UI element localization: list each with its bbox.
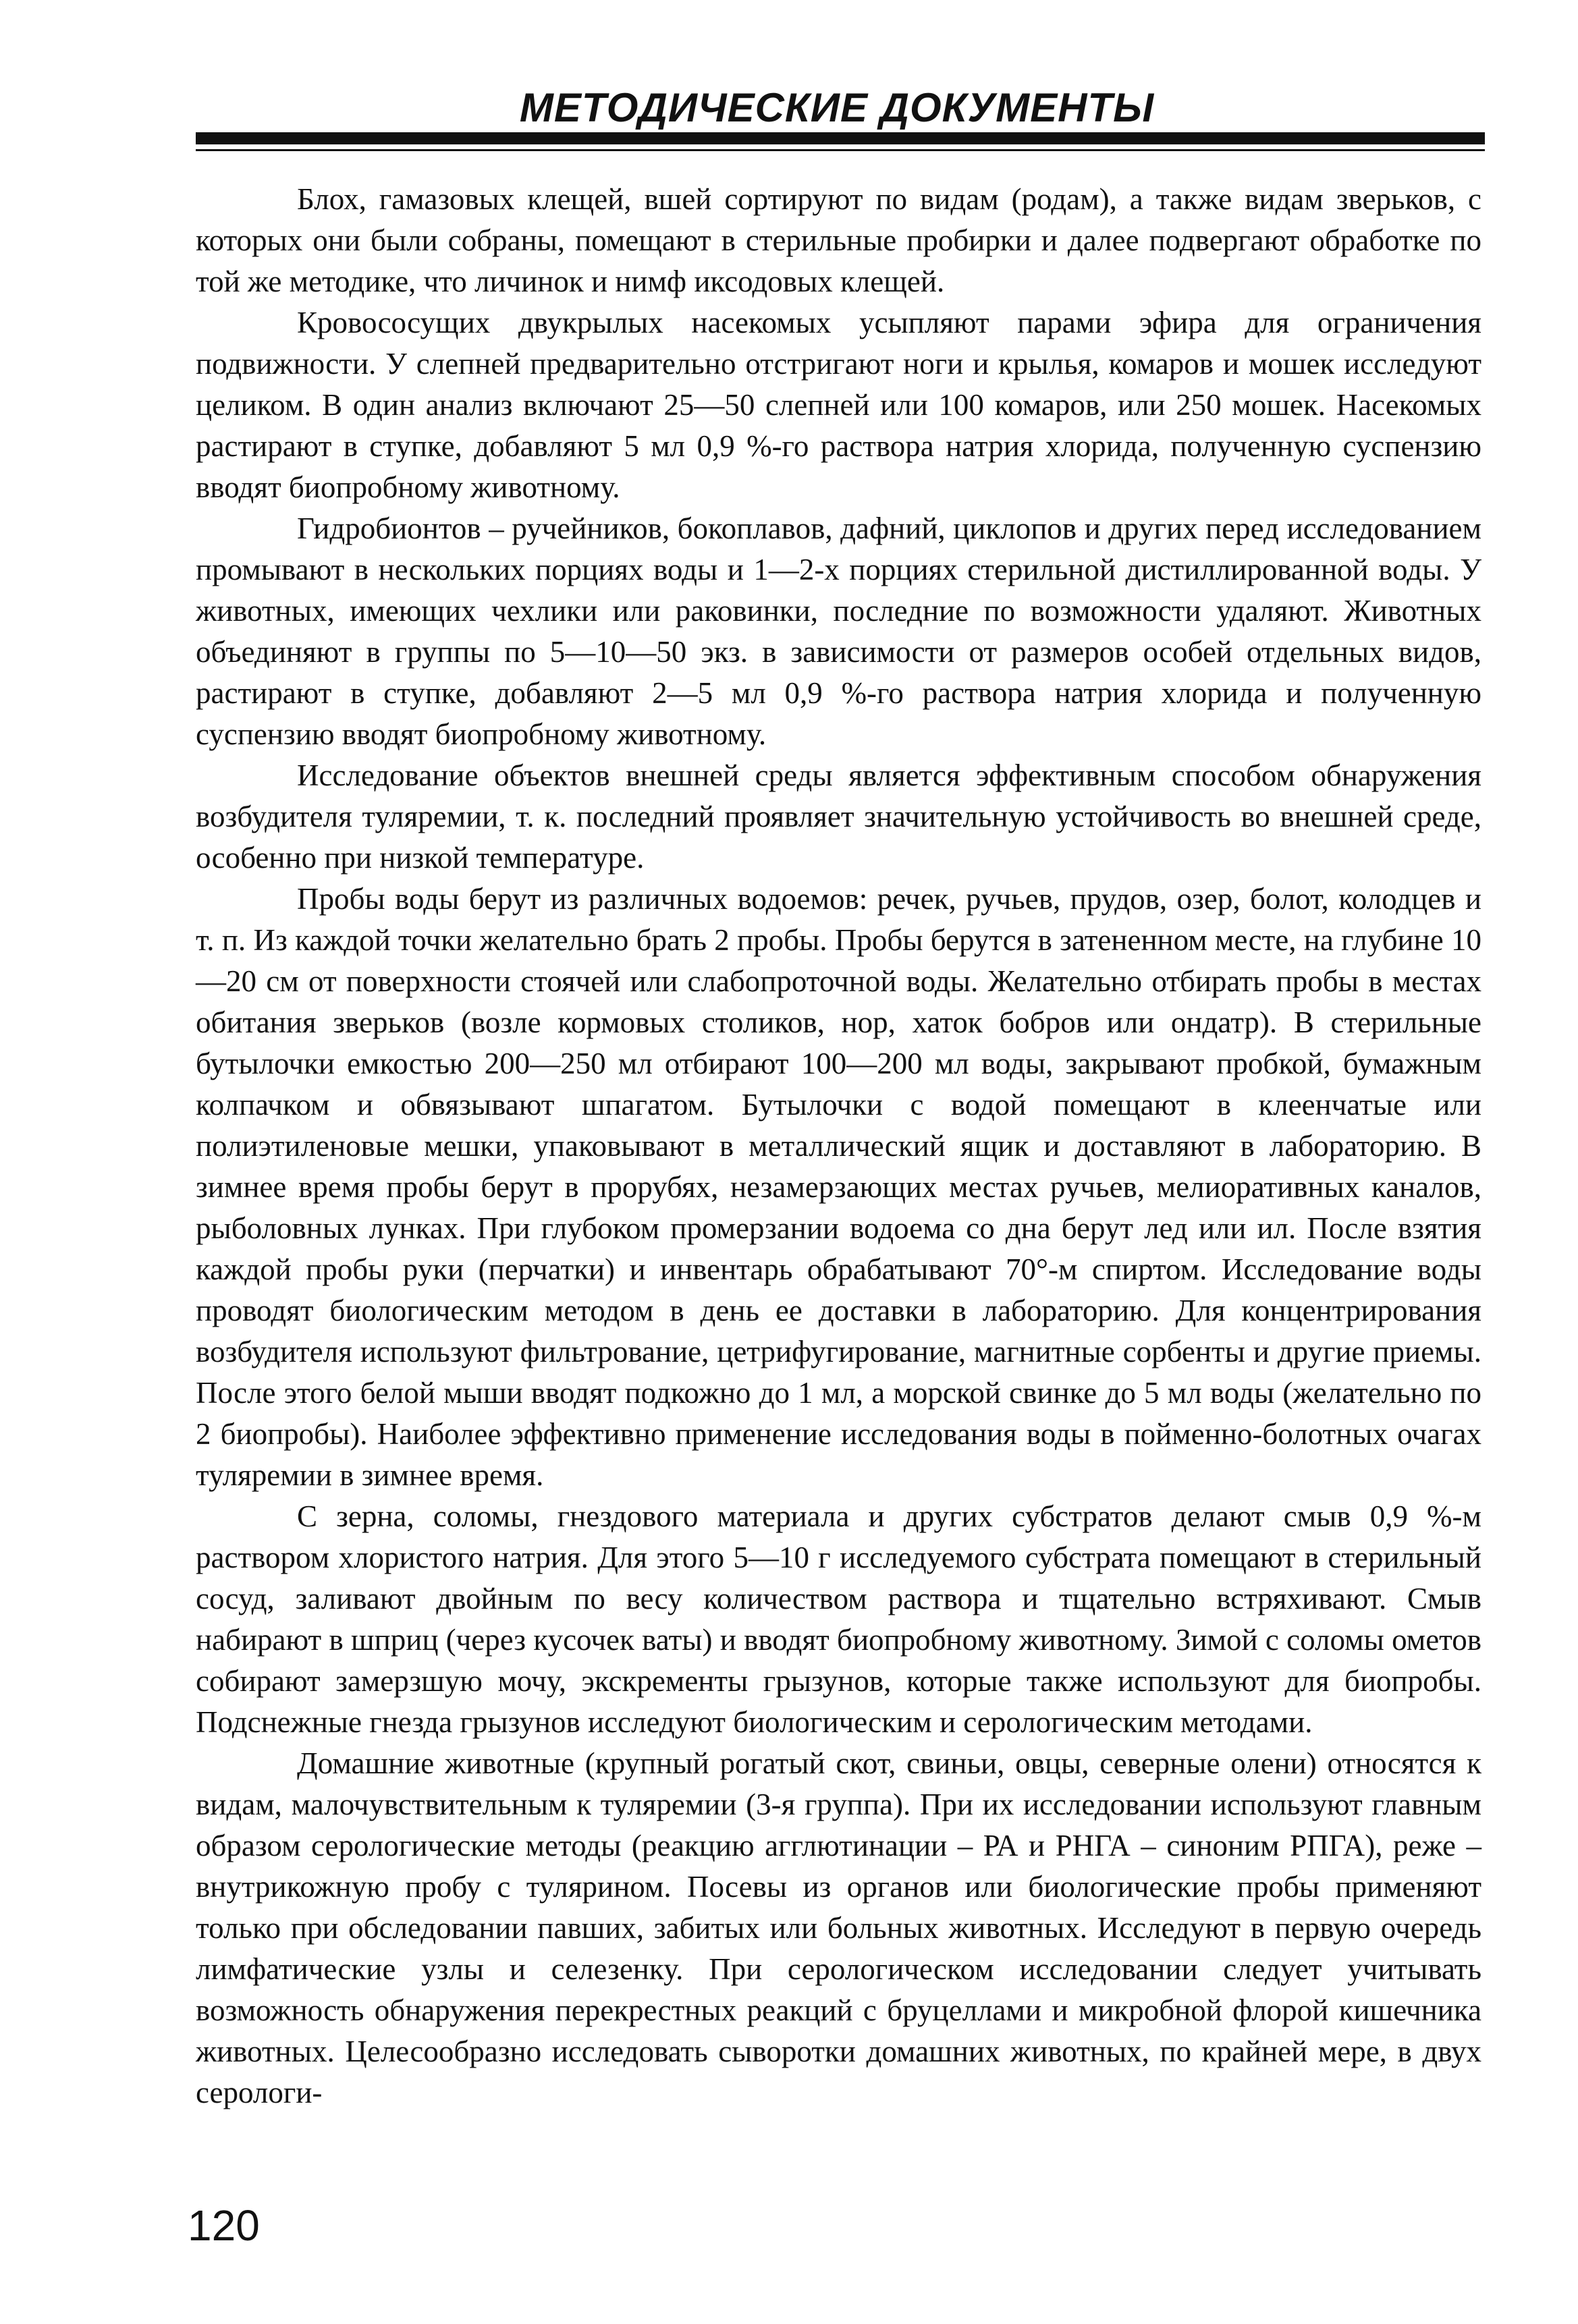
paragraph-bloodsucking-insects: Кровососущих двукрылых насекомых усыпляют парами эфира для ограничения подвижности. У слепней предварительно отстригают ноги и крылья, комаров и мошек исследуют целиком. В один анализ включают 25—50 слепней или 100 комаров, или 250 мошек. Насекомых растирают в ступке, добавляют 5 мл 0,9 %-го раствора натрия хлорида, полученную суспензию вводят биопробному животному. bbox=[196, 306, 1481, 504]
page-number: 120 bbox=[188, 2201, 260, 2250]
header-rule-thin bbox=[196, 149, 1485, 151]
paragraph-fleas-ticks: Блох, гамазовых клещей, вшей сортируют по видам (родам), а также видам зверьков, с которых они были собраны, помещают в стерильные пробирки и далее подвергают обработке по той же методике, что личинок и нимф иксодовых клещей. bbox=[196, 182, 1481, 298]
paragraph-water-samples: Пробы воды берут из различных водоемов: речек, ручьев, прудов, озер, болот, колодцев и т. п. Из каждой точки желательно брать 2 пробы. Пробы берутся в затененном месте, на глубине 10—20 см от поверхности стоячей или слабопроточной воды. Желательно отбирать пробы в местах обитания зверьков (возле кормовых столиков, нор, хаток бобров или ондатр). В стерильные бутылочки емкостью 200—250 мл отбирают 100—200 мл воды, закрывают пробкой, бумажным колпачком и обвязывают шпагатом. Бутылочки с водой помещают в клеенчатые или полиэтиленовые мешки, упаковывают в металлический ящик и доставляют в лабораторию. В зимнее время пробы берут в прорубях, незамерзающих местах ручьев, мелиоративных каналов, рыболовных лунках. При глубоком промерзании водоема со дна берут лед или ил. После взятия каждой пробы руки (перчатки) и инвентарь обрабатывают 70°-м спиртом. Исследование воды проводят биологическим методом в день ее доставки в лабораторию. Для концентрирования возбудителя используют фильтрование, цетрифугирование, магнитные сорбенты и другие приемы. После этого белой мыши вводят подкожно до 1 мл, а морской свинке до 5 мл воды (желательно по 2 биопробы). Наиболее эффективно применение исследования воды в пойменно-болотных очагах туляремии в зимнее время. bbox=[196, 882, 1481, 1492]
running-header-title: МЕТОДИЧЕСКИЕ ДОКУМЕНТЫ bbox=[519, 85, 1155, 130]
header-rule-thick bbox=[196, 132, 1485, 144]
paragraph-grain-straw-washes: С зерна, соломы, гнездового материала и других субстратов делают смыв 0,9 %-м раствором хлористого натрия. Для этого 5—10 г исследуемого субстрата помещают в стерильный сосуд, заливают двойным по весу количеством раствора и тщательно встряхивают. Смыв набирают в шприц (через кусочек ваты) и вводят биопробному животному. Зимой с соломы ометов собирают замерзшую мочу, экскременты грызунов, которые также используют для биопробы. Подснежные гнезда грызунов исследуют биологическим и серологическим методами. bbox=[196, 1499, 1481, 1739]
body-text bbox=[196, 179, 1481, 2113]
paragraph-environment: Исследование объектов внешней среды является эффективным способом обнаружения возбудителя туляремии, т. к. последний проявляет значительную устойчивость во внешней среде, особенно при низкой температуре. bbox=[196, 758, 1481, 875]
paragraph-domestic-animals: Домашние животные (крупный рогатый скот, свиньи, овцы, северные олени) относятся к видам, малочувствительным к туляремии (3-я группа). При их исследовании используют главным образом серологические методы (реакцию агглютинации – РА и РНГА – синоним РПГА), реже – внутрикожную пробу с тулярином. Посевы из органов или биологические пробы применяют только при обследовании павших, забитых или больных животных. Исследуют в первую очередь лимфатические узлы и селезенку. При серологическом исследовании следует учитывать возможность обнаружения перекрестных реакций с бруцеллами и микробной флорой кишечника животных. Целесообразно исследовать сыворотки домашних животных, по крайней мере, в двух серологи- bbox=[196, 1746, 1481, 2109]
paragraph-hydrobionts: Гидробионтов – ручейников, бокоплавов, дафний, циклопов и других перед исследованием промывают в нескольких порциях воды и 1—2-х порциях стерильной дистиллированной воды. У животных, имеющих чехлики или раковинки, последние по возможности удаляют. Животных объединяют в группы по 5—10—50 экз. в зависимости от размеров особей отдельных видов, растирают в ступке, добавляют 2—5 мл 0,9 %-го раствора натрия хлорида и полученную суспензию вводят биопробному животному. bbox=[196, 511, 1481, 751]
